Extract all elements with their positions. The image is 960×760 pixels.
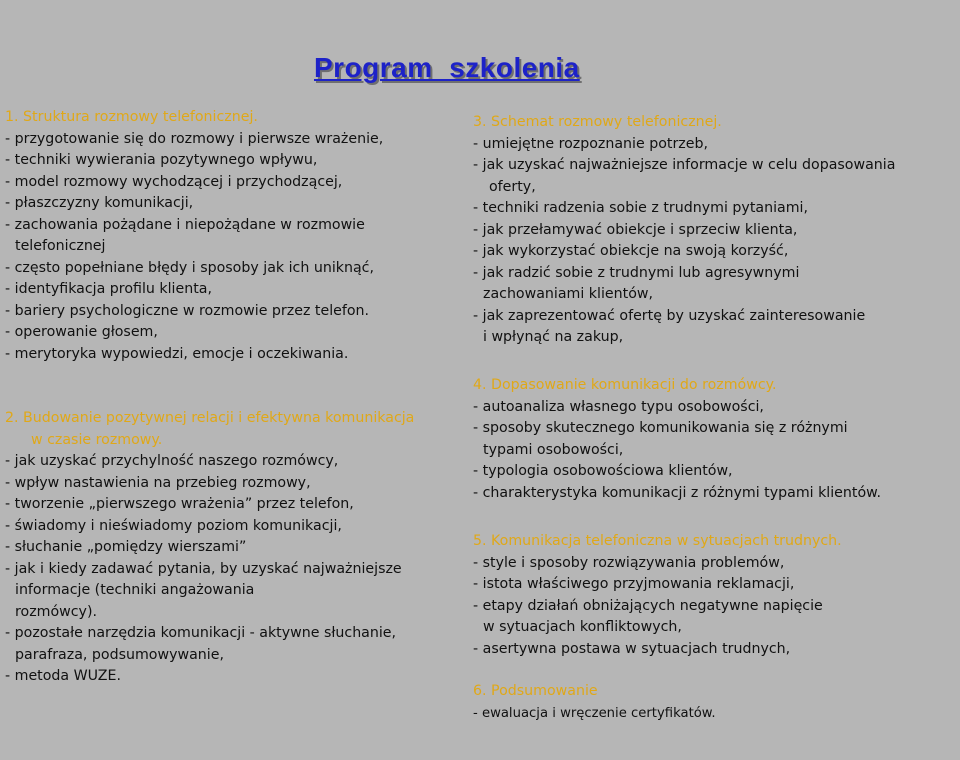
section-structure bbox=[5, 107, 383, 365]
list-item: - metoda WUZE. bbox=[5, 668, 121, 684]
list-item: i wpłynąć na zakup, bbox=[483, 329, 624, 345]
list-item: w sytuacjach konfliktowych, bbox=[483, 619, 682, 635]
list-item: rozmówcy). bbox=[15, 603, 97, 620]
page-title: Program szkolenia bbox=[314, 52, 580, 83]
section-adaptation bbox=[473, 375, 881, 504]
list-item: typami osobowości, bbox=[483, 441, 624, 458]
section-summary bbox=[473, 681, 716, 724]
list-item: - operowanie głosem, bbox=[5, 324, 158, 340]
list-item: - jak przełamywać obiekcje i sprzeciw klienta, bbox=[473, 221, 798, 238]
list-item: - umiejętne rozpoznanie potrzeb, bbox=[473, 135, 708, 152]
list-item: - model rozmowy wychodzącej i przychodzącej, bbox=[5, 173, 343, 190]
list-item: - jak uzyskać najważniejsze informacje w celu dopasowania bbox=[473, 157, 896, 173]
section-heading-continued: w czasie rozmowy. bbox=[31, 431, 163, 448]
list-item: - zachowania pożądane i niepożądane w rozmowie bbox=[5, 216, 365, 233]
section-heading: 4. Dopasowanie komunikacji do rozmówcy. bbox=[473, 377, 777, 393]
section-heading: 3. Schemat rozmowy telefonicznej. bbox=[473, 114, 722, 130]
section-relations bbox=[5, 408, 414, 688]
list-item: oferty, bbox=[489, 178, 536, 195]
list-item: zachowaniami klientów, bbox=[483, 286, 653, 302]
list-item: - płaszczyzny komunikacji, bbox=[5, 195, 194, 211]
list-item: - etapy działań obniżających negatywne napięcie bbox=[473, 597, 823, 614]
list-item: - często popełniane błędy i sposoby jak ich uniknąć, bbox=[5, 259, 374, 276]
list-item: - style i sposoby rozwiązywania problemów, bbox=[473, 554, 785, 571]
list-item: - wpływ nastawienia na przebieg rozmowy, bbox=[5, 474, 311, 491]
section-difficult bbox=[473, 531, 842, 660]
list-item: - pozostałe narzędzia komunikacji - aktywne słuchanie, bbox=[5, 625, 397, 641]
section-heading: 1. Struktura rozmowy telefonicznej. bbox=[5, 109, 258, 125]
section-heading: 5. Komunikacja telefoniczna w sytuacjach trudnych. bbox=[473, 533, 842, 549]
section-heading: 6. Podsumowanie bbox=[473, 683, 598, 699]
list-item: - identyfikacja profilu klienta, bbox=[5, 281, 212, 297]
list-item: - tworzenie „pierwszego wrażenia” przez telefon, bbox=[5, 496, 354, 512]
list-item: - ewaluacja i wręczenie certyfikatów. bbox=[473, 705, 716, 721]
list-item: - istota właściwego przyjmowania reklamacji, bbox=[473, 576, 795, 592]
list-item: - autoanaliza własnego typu osobowości, bbox=[473, 398, 764, 415]
list-item: - merytoryka wypowiedzi, emocje i oczekiwania. bbox=[5, 345, 349, 362]
list-item: - charakterystyka komunikacji z różnymi typami klientów. bbox=[473, 484, 881, 501]
list-item: - asertywna postawa w sytuacjach trudnych, bbox=[473, 640, 791, 657]
list-item: - techniki wywierania pozytywnego wpływu, bbox=[5, 152, 318, 168]
list-item: - przygotowanie się do rozmowy i pierwsze wrażenie, bbox=[5, 130, 384, 147]
list-item: - słuchanie „pomiędzy wierszami” bbox=[5, 539, 247, 555]
section-heading: 2. Budowanie pozytywnej relacji i efektywna komunikacja bbox=[5, 410, 415, 426]
list-item: - jak uzyskać przychylność naszego rozmówcy, bbox=[5, 453, 339, 469]
section-schema bbox=[473, 112, 895, 349]
list-item: - świadomy i nieświadomy poziom komunikacji, bbox=[5, 517, 342, 534]
list-item: parafraza, podsumowywanie, bbox=[15, 646, 224, 663]
list-item: - jak i kiedy zadawać pytania, by uzyskać najważniejsze bbox=[5, 560, 402, 577]
list-item: - jak radzić sobie z trudnymi lub agresywnymi bbox=[473, 264, 800, 281]
list-item: - jak zaprezentować ofertę by uzyskać zainteresowanie bbox=[473, 307, 866, 324]
list-item: - techniki radzenia sobie z trudnymi pytaniami, bbox=[473, 200, 808, 216]
list-item: - bariery psychologiczne w rozmowie przez telefon. bbox=[5, 302, 370, 319]
list-item: - typologia osobowościowa klientów, bbox=[473, 463, 733, 479]
list-item: - jak wykorzystać obiekcje na swoją korzyść, bbox=[473, 243, 789, 259]
list-item: telefonicznej bbox=[15, 238, 106, 254]
list-item: informacje (techniki angażowania bbox=[15, 582, 255, 598]
list-item: - sposoby skutecznego komunikowania się z różnymi bbox=[473, 420, 848, 436]
